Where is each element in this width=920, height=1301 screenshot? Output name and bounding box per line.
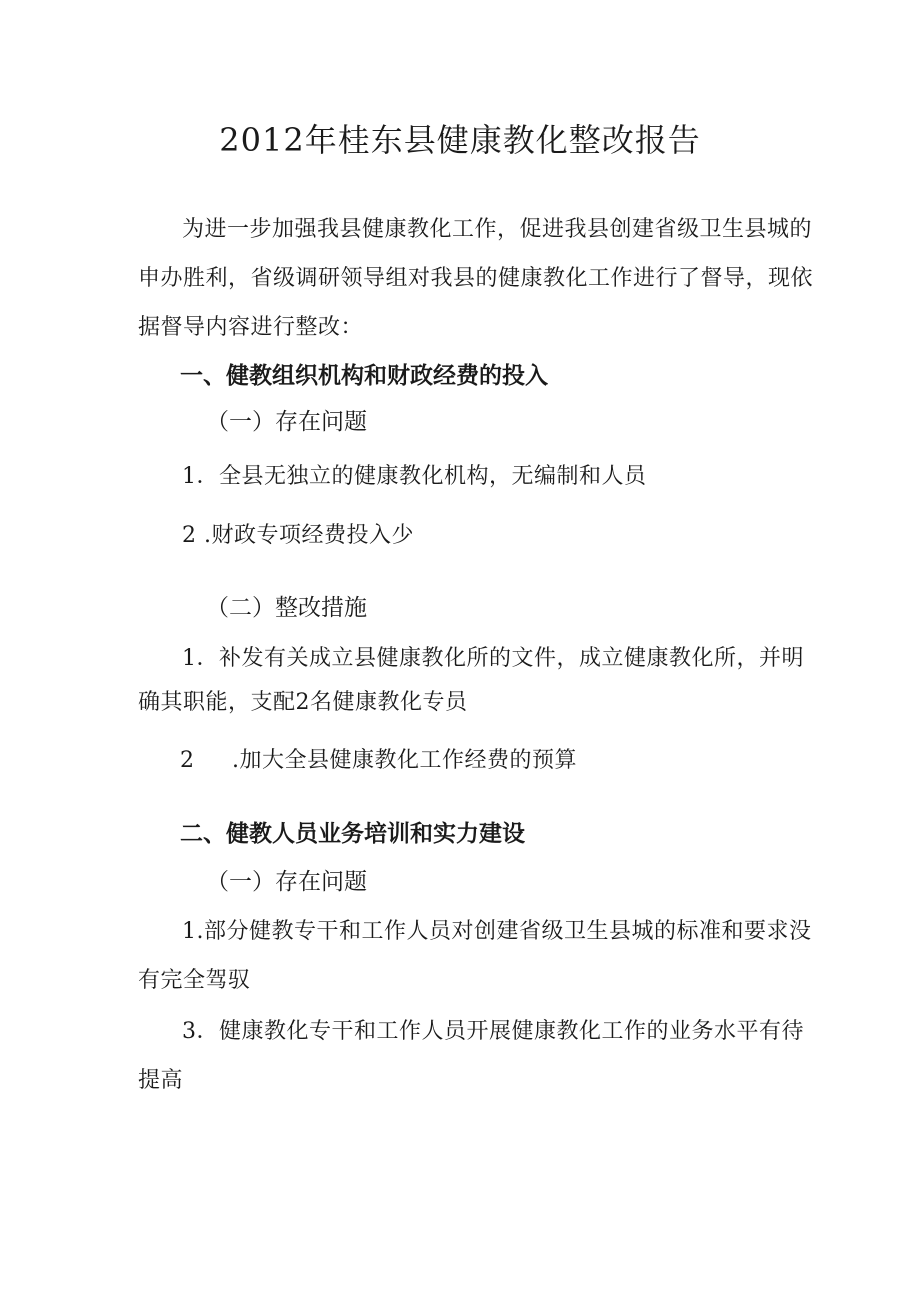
section-2-problems-heading: （一）存在问题	[206, 869, 367, 895]
section-1-heading: 一、健教组织机构和财政经费的投入	[180, 363, 548, 389]
section-1-problem-item-2: 2 .财政专项经费投入少	[182, 523, 414, 548]
document-title: 2012年桂东县健康教化整改报告	[219, 121, 701, 159]
section-2-heading: 二、健教人员业务培训和实力建设	[180, 821, 525, 847]
section-1-problem-item-1: 1．全县无独立的健康教化机构，无编制和人员	[182, 464, 647, 489]
section-1-measure-item-1-line-2: 确其职能，支配2名健康教化专员	[138, 690, 468, 715]
section-2-problem-item-1-line-1: 1.部分健教专干和工作人员对创建省级卫生县城的标准和要求没	[182, 919, 812, 944]
section-2-problem-item-3-line-1: 3．健康教化专干和工作人员开展健康教化工作的业务水平有待	[182, 1019, 804, 1044]
section-2-problem-item-1-line-2: 有完全驾驭	[138, 968, 251, 993]
section-1-problems-heading: （一）存在问题	[206, 409, 367, 435]
intro-line-1: 为进一步加强我县健康教化工作，促进我县创建省级卫生县城的	[182, 217, 813, 242]
section-1-measure-item-2-text: .加大全县健康教化工作经费的预算	[232, 748, 577, 773]
section-1-measure-item-1-line-1: 1．补发有关成立县健康教化所的文件，成立健康教化所，并明	[182, 646, 804, 671]
intro-line-2: 申办胜利，省级调研领导组对我县的健康教化工作进行了督导，现依	[138, 266, 814, 291]
section-1-measure-item-2-number: 2	[180, 748, 195, 773]
section-2-problem-item-3-line-2: 提高	[138, 1068, 184, 1093]
intro-line-3: 据督导内容进行整改：	[138, 315, 364, 340]
section-1-measures-heading: （二）整改措施	[206, 595, 367, 621]
